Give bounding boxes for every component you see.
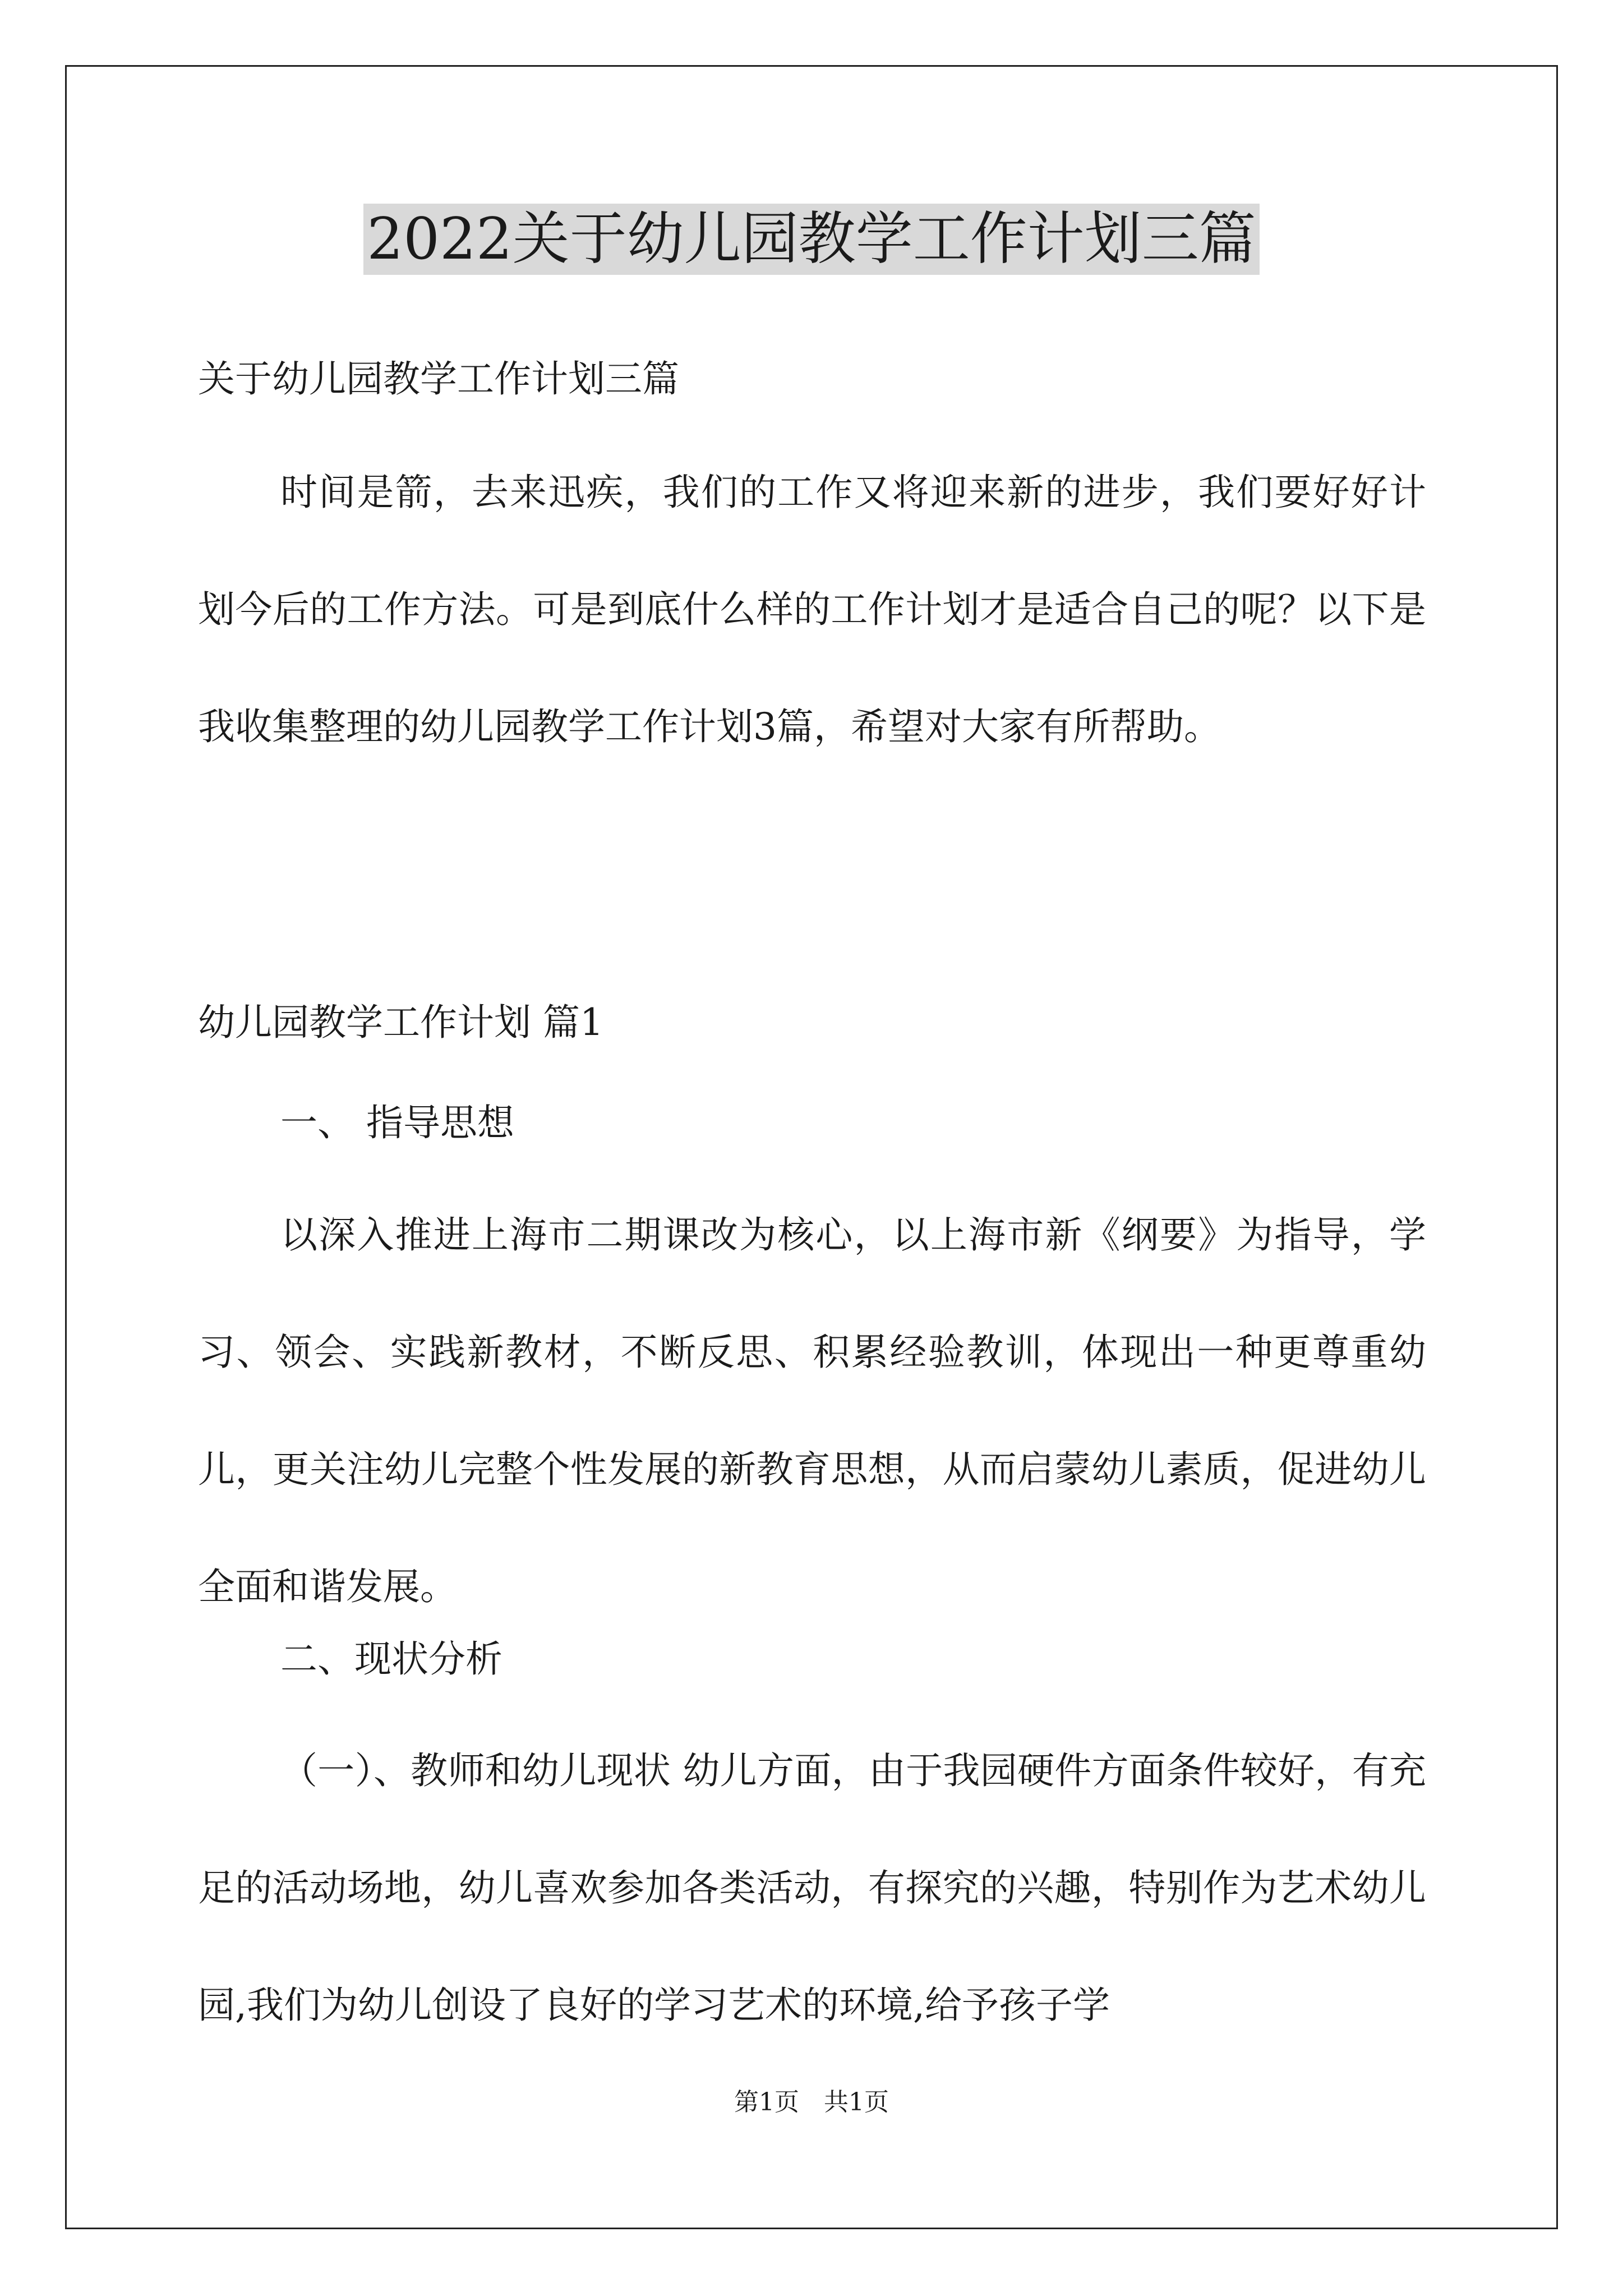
page-footer: 第1页 共1页 — [734, 2088, 889, 2116]
section-heading: 幼儿园教学工作计划 篇1 — [198, 1001, 603, 1044]
heading-guiding-ideology: 一、 指导思想 — [280, 1101, 514, 1144]
intro-paragraph: 时间是箭，去来迅疾，我们的工作又将迎来新的进步，我们要好好计划今后的工作方法。可是到底什么样的工作计划才是适合自己的呢？以下是我收集整理的幼儿园教学工作计划3篇，希望对大家有所帮助。 — [198, 471, 1426, 748]
heading-status-analysis: 二、现状分析 — [280, 1637, 502, 1681]
document-title — [0, 203, 1623, 276]
paragraph-status-analysis: （一）、教师和幼儿现状 幼儿方面，由于我园硬件方面条件较好，有充足的活动场地，幼儿喜欢参加各类活动，有探究的兴趣，特别作为艺术幼儿园,我们为幼儿创设了良好的学习艺术的环境,给予孩子学 — [198, 1749, 1426, 2027]
document-subtitle: 关于幼儿园教学工作计划三篇 — [198, 357, 679, 401]
paragraph-guiding-ideology: 以深入推进上海市二期课改为核心，以上海市新《纲要》为指导，学习、领会、实践新教材，不断反思、积累经验教训，体现出一种更尊重幼儿，更关注幼儿完整个性发展的新教育思想，从而启蒙幼儿素质，促进幼儿全面和谐发展。 — [198, 1213, 1426, 1608]
document-title-text: 2022关于幼儿园教学工作计划三篇 — [363, 204, 1260, 275]
